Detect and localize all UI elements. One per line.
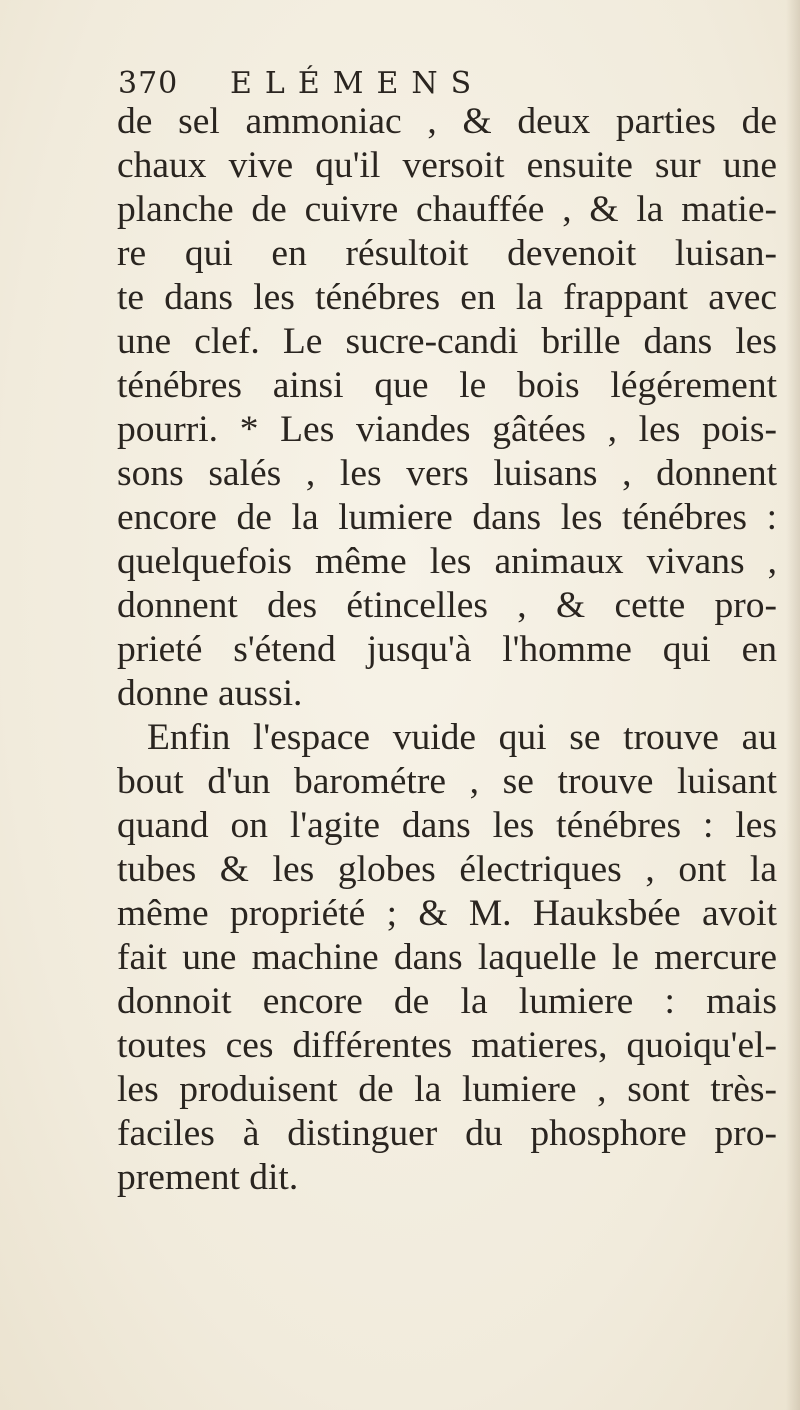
text-line: bout d'un barométre , se trouve luisant bbox=[117, 761, 777, 802]
text-line: planche de cuivre chauffée , & la matie- bbox=[117, 189, 777, 230]
text-line: Enfin l'espace vuide qui se trouve au bbox=[147, 717, 777, 758]
text-line: donnent des étincelles , & cette pro- bbox=[117, 585, 777, 626]
text-line: encore de la lumiere dans les ténébres : bbox=[117, 497, 777, 538]
text-line: fait une machine dans laquelle le mercure bbox=[117, 937, 777, 978]
paragraph-2 bbox=[117, 716, 777, 1200]
text-line: tubes & les globes électriques , ont la bbox=[117, 849, 777, 890]
text-line: donnoit encore de la lumiere : mais bbox=[117, 981, 777, 1022]
text-line: quand on l'agite dans les ténébres : les bbox=[117, 805, 777, 846]
text-line: prement dit. bbox=[117, 1157, 299, 1198]
text-line: chaux vive qu'il versoit ensuite sur une bbox=[117, 145, 777, 186]
text-line: te dans les ténébres en la frappant avec bbox=[117, 277, 777, 318]
text-line: ténébres ainsi que le bois légérement bbox=[117, 365, 777, 406]
text-line: sons salés , les vers luisans , donnent bbox=[117, 453, 777, 494]
text-line: pourri. * Les viandes gâtées , les pois- bbox=[117, 409, 777, 450]
text-line: faciles à distinguer du phosphore pro- bbox=[117, 1113, 777, 1154]
text-line: une clef. Le sucre-candi brille dans les bbox=[117, 321, 777, 362]
page-number: 370 bbox=[118, 66, 179, 101]
text-line: re qui en résultoit devenoit luisan- bbox=[117, 233, 777, 274]
text-line: donne aussi. bbox=[117, 673, 303, 714]
page-edge-shadow bbox=[786, 0, 800, 1410]
text-line: même propriété ; & M. Hauksbée avoit bbox=[117, 893, 777, 934]
text-line: quelquefois même les animaux vivans , bbox=[117, 541, 777, 582]
text-line: les produisent de la lumiere , sont très- bbox=[117, 1069, 777, 1110]
text-line: de sel ammoniac , & deux parties de bbox=[117, 101, 777, 142]
text-line: toutes ces différentes matieres, quoiqu'el- bbox=[117, 1025, 777, 1066]
text-line: prieté s'étend jusqu'à l'homme qui en bbox=[117, 629, 777, 670]
paragraph-1 bbox=[117, 100, 777, 716]
running-title: ELÉMENS bbox=[230, 66, 485, 101]
body-text bbox=[117, 100, 777, 1200]
